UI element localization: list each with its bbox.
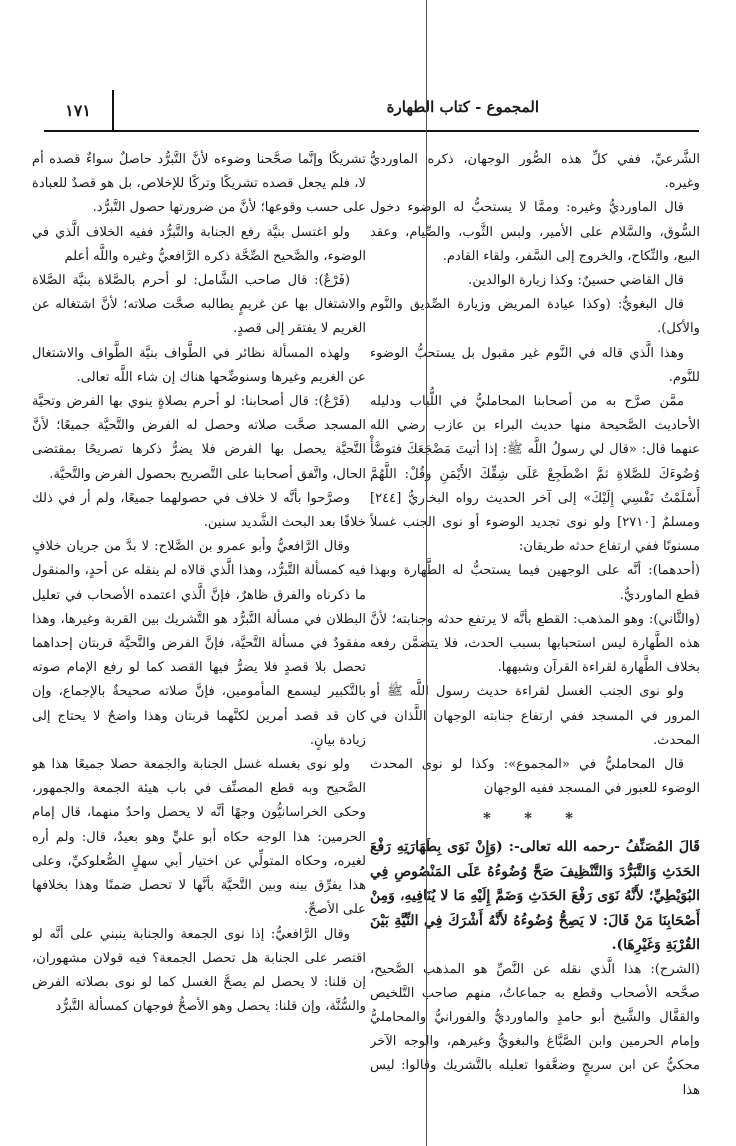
header-rule [44, 130, 699, 132]
paragraph: وهذا الَّذي قاله في النَّوم غير مقبول بل يستحبُّ الوضوء للنَّوم. [370, 345, 700, 385]
paragraph: تشريكًا وإنَّما صحَّحنا وضوءه لأنَّ التَّبرُّد حاصلٌ سواءٌ قصده أم لا، فلم يجعل قصده تشريكًا وتركًا للإخلاص، بل هو قصدٌ للعبادة على حسب وقوعها؛ لأنَّ من ضرورتها حصول التَّبرُّد. [32, 152, 366, 216]
paragraph: ولو نوى الجنب الغسل لقراءة حديث رسول اللَّه ﷺ أو المرور في المسجد ففي ارتفاع جنابته الوجهان اللَّذان في المحدث. [370, 684, 700, 748]
running-title: المجموع - كتاب الطهارة [386, 98, 539, 116]
author-text-matn: قَالَ المُصَنِّفُ -رحمه الله تعالى-: (وَإِنْ نَوَى بِطَهَارَتِهِ رَفْعَ الحَدَثِ وَالتَّبَرُّدَ وَالتَّنْظِيفَ صَحَّ وُضُوءُهُ عَلَى المَنْصُوصِ فِي البُوَيْطِيِّ؛ لأَنَّهُ نَوَى رَفْعَ الحَدَثِ وَضَمَّ إِلَيْهِ مَا لا يُنَافِيهِ، وَمِنْ أَصْحَابِنَا مَنْ قَالَ: لا يَصِحُّ وُضُوءُهُ لأَنَّهُ أَشْرَكَ فِي النِّيَّةِ بَيْنَ القُرْبَةِ وَغَيْرِهَا). [370, 839, 700, 954]
left-column [32, 148, 366, 1138]
paragraph: وصرَّحوا بأنَّه لا خلاف في حصولهما جميعًا، ولم أر في ذلك خلافًا بعد البحث الشَّديد سنين. [32, 490, 366, 531]
paragraph: قال القاضي حسينٌ: وكذا زيارة الوالدين. [468, 273, 684, 289]
paragraph: ولو نوى بغسله غسل الجنابة والجمعة حصلا جميعًا هذا هو الصَّحيح وبه قطع المصنِّف في باب هيئة الجمعة والجمهور، وحكى الخراسانيُّون وجهًا أنَّه لا يحصل واحدٌ منهما، قال إمام الحرمين: هذا الوجه حكاه أبو عليٍّ وهو بعيدٌ، قال: ولم أره لغيره، وحكاه المتولِّي عن اختيار أبي سهلٍ الصُّعلوكيِّ، وعلى هذا يفرِّق بينه وبين التَّحيَّة بأنَّها لا تحصل ضمنًا وهذا بخلافها على الأصحِّ. [32, 757, 366, 918]
right-column [370, 148, 700, 1138]
paragraph: وقال الرَّافعيُّ: إذا نوى الجمعة والجنابة ينبني على أنَّه لو اقتصر على الجنابة هل تحصل الجمعة؟ فيه قولان مشهوران، إن قلنا: لا يحصل لم يصحَّ الغسل كما لو نوى بصلاته الفرض والسُّنَّة، وإن قلنا: يحصل وهو الأصحُّ فوجهان كمسألة التَّبرُّد [32, 926, 366, 1015]
paragraph: الشَّرعيِّ، ففي كلِّ هذه الصُّور الوجهان، ذكره الماورديُّ وغيره. [370, 152, 700, 192]
paragraph: ممَّن صرَّح به من أصحابنا المحامليُّ في اللُّباب ودليله الأحاديث الصَّحيحة منها حديث البراء بن عازب رضي الله عنهما قال: «قال لي رسولُ اللَّه ﷺ: إذا أتيتَ مَضْجَعَكَ فتوضَّأْ وُضُوءَكَ للصَّلاةِ ثمَّ اضْطَجِعْ عَلَى شِقِّكَ الأَيْمَنِ وقُلْ: اللَّهُمَّ أَسْلَمْتُ نَفْسِي إِلَيْكَ» إلى آخر الحديث رواه البخاريُّ [٢٤٤] ومسلمٌ [٢٧١٠] ولو نوى تجديد الوضوء أو نوى الجنب غسلاً مسنونًا ففي ارتفاع حدثه طريقان: [370, 394, 700, 555]
paragraph: (أحدهما): أنَّه على الوجهين فيما يستحبُّ له الطَّهارة وبهذا قطع الماورديُّ. [370, 563, 700, 603]
paragraph: قال الماورديُّ وغيره: وممَّا لا يستحبُّ له الوضوء دخول السُّوق، والسَّلام على الأمير، ولبس الثَّوب، والصِّيام، وعقد البيع، والنِّكاح، والخروج إلى السَّفر، ولقاء القادم. [370, 200, 700, 264]
paragraph: ولو اغتسل بنيَّة رفع الجنابة والتَّبرُّد ففيه الخلاف الَّذي في الوضوء، والصَّحيح الصِّحَّة ذكره الرَّافعيُّ وغيره واللَّه أعلم [32, 224, 366, 264]
scan-fold-line [426, 0, 427, 1146]
paragraph: (والثَّاني): وهو المذهب: القطع بأنَّه لا يرتفع حدثه وجنابته؛ لأنَّ هذه الطَّهارة ليس استحبابها بسبب الحدث، فلا يتضمَّن رفعه بخلاف الطَّهارة لقراءة القرآن وشبهها. [370, 611, 700, 676]
paragraph: (فَرْعٌ): قال أصحابنا: لو أحرم بصلاةٍ ينوي بها الفرض وتحيَّة المسجد صحَّت صلاته وحصل له الفرض والتَّحيَّة جميعًا؛ لأنَّ التَّحيَّة يحصل بها الفرض فلا يضرُّ ذكرها تصريحًا بمقتضى الحال، واتَّفق أصحابنا على التَّصريح بحصول الفرض والتَّحيَّة. [32, 394, 366, 482]
page-header [44, 90, 699, 130]
paragraph: ولهذه المسألة نظائر في الطَّواف بنيَّة الطَّواف والاشتغال عن الغريم وغيرها وسنوضِّحها هناك إن شاء اللَّه تعالى. [32, 345, 366, 385]
section-separator: * * * [483, 809, 587, 828]
page-number: ١٧١ [44, 90, 114, 130]
paragraph: (فَرْعٌ): قال صاحب الشَّامل: لو أحرم بالصَّلاة بنيَّة الصَّلاة والاشتغال بها عن غريمٍ يطالبه صحَّت صلاته؛ لأنَّ اشتغاله عن الغريم لا يفتقر إلى قصدٍ. [32, 273, 366, 337]
paragraph: قال المحامليُّ في «المجموع»: وكذا لو نوى المحدث الوضوء للعبور في المسجد ففيه الوجهان [370, 757, 700, 797]
paragraph: قال البغويُّ: (وكذا عيادة المريض وزيارة الصِّديق والنَّوم والأكل). [370, 297, 700, 337]
paragraph: وقال الرَّافعيُّ وأبو عمرو بن الصَّلاح: لا بدَّ من جريان خلافٍ فيه كمسألة التَّبرُّد، وهذا الَّذي قالاه لم ينقله عن أحدٍ، والمنقول ما ذكرناه والفرق ظاهرٌ، فإنَّ الَّذي اعتمده الأصحاب في تعليل البطلان في مسألة التَّبرُّد هو التَّشريك بين القربة وغيرها، وهذا مفقودٌ في مسألة التَّحيَّة، فإنَّ الفرض والتَّحيَّة قربتان إحداهما تحصل بلا قصدٍ فلا يضرُّ فيها القصد كما لو رفع الإمام صوته بالتَّكبير ليسمع المأمومين، فإنَّ صلاته صحيحةٌ بالإجماع، وإن كان قد قصد أمرين لكنَّهما قربتان وهذا واضحٌ لا يحتاج إلى زيادة بيانٍ. [32, 539, 366, 748]
commentary-sharh: (الشرح): هذا الَّذي نقله عن النَّصِّ هو المذهب الصَّحيح، صحَّحه الأصحاب وقطع به جماعاتٌ، منهم صاحب التَّلخيص والقفَّال والشَّيخ أبو حامدٍ والماورديُّ والفورانيُّ والمحامليُّ وإمام الحرمين وابن الصَّبَّاغ والبغويُّ وغيرهم، والوجه الآخر محكيٌّ عن ابن سريجٍ وضعَّفوا تعليله بالتَّشريك وقالوا: ليس هذا [370, 961, 700, 1098]
